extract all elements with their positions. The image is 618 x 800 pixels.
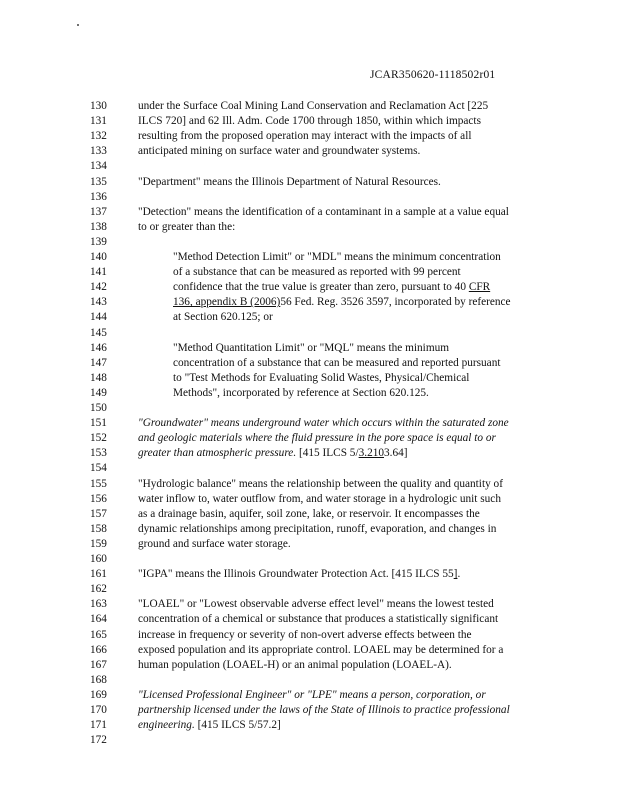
text-segment: 56 Fed. Reg. 3526 3597, incorporated by reference — [280, 296, 511, 309]
line-text — [173, 279, 490, 295]
document-line — [0, 385, 618, 401]
text-segment: exposed population and its appropriate control. LOAEL may be determined for a — [138, 643, 504, 656]
document-line — [0, 551, 618, 567]
text-segment: "Department" means the Illinois Department of Natural Resources. — [138, 175, 441, 188]
line-number: 172 — [90, 734, 107, 747]
line-text — [138, 113, 481, 129]
text-segment: to "Test Methods for Evaluating Solid Wastes, Physical/Chemical — [173, 371, 470, 384]
text-segment: anticipated mining on surface water and groundwater systems. — [138, 145, 421, 158]
line-number: 142 — [90, 281, 107, 294]
line-number: 130 — [90, 100, 107, 112]
line-number: 150 — [90, 402, 107, 414]
line-text — [138, 566, 460, 582]
text-segment: human population (LOAEL-H) or an animal population (LOAEL-A). — [138, 658, 452, 671]
document-line — [0, 415, 618, 431]
document-line — [0, 460, 618, 476]
document-line — [0, 400, 618, 416]
document-line — [0, 521, 618, 537]
text-segment: resulting from the proposed operation may interact with the impacts of all — [138, 130, 472, 143]
text-segment: of a substance that can be measured as reported with 99 percent — [173, 266, 461, 279]
line-text — [138, 476, 503, 492]
text-segment: ground and surface water storage. — [138, 537, 291, 550]
line-text — [173, 264, 461, 280]
document-line — [0, 702, 618, 718]
line-text — [138, 642, 503, 658]
document-line — [0, 581, 618, 597]
line-number: 140 — [90, 251, 107, 263]
text-segment: dynamic relationships among precipitation, runoff, evaporation, and changes in — [138, 522, 497, 535]
line-number: 147 — [90, 356, 107, 369]
line-text — [138, 219, 235, 235]
document-line — [0, 143, 618, 159]
line-number: 170 — [90, 704, 107, 716]
document-line — [0, 536, 618, 552]
text-segment: ] — [453, 568, 458, 581]
text-segment: partnership licensed under the laws of the State of Illinois to practice professional — [138, 704, 510, 716]
text-segment: [415 ILCS 5/ — [296, 447, 359, 460]
document-id: JCAR350620-1118502r01 — [370, 69, 496, 81]
line-text — [138, 445, 408, 461]
text-segment: 136, appendix B (2006) — [173, 296, 281, 309]
text-segment: "Groundwater" means underground water which occurs within the saturated zone — [138, 417, 509, 430]
document-line — [0, 309, 618, 325]
line-number: 137 — [90, 205, 107, 218]
document-line — [0, 355, 618, 371]
line-text — [138, 627, 472, 643]
line-number: 135 — [90, 175, 107, 188]
line-text — [138, 536, 291, 552]
document-line — [0, 113, 618, 129]
document-line — [0, 219, 618, 235]
line-text — [138, 143, 420, 159]
line-number: 171 — [90, 719, 107, 732]
line-text — [138, 687, 486, 703]
line-number: 163 — [90, 598, 107, 611]
text-segment: to or greater than the: — [138, 220, 236, 233]
line-number: 162 — [90, 583, 107, 596]
line-text — [138, 174, 441, 190]
line-text — [173, 385, 429, 401]
document-line — [0, 611, 618, 627]
document-line — [0, 264, 618, 280]
line-number: 157 — [90, 507, 107, 520]
line-text — [173, 309, 273, 325]
document-line — [0, 732, 618, 748]
line-number: 146 — [90, 341, 107, 354]
document-line — [0, 98, 618, 114]
line-text — [138, 611, 498, 627]
line-number: 159 — [90, 537, 107, 550]
document-line — [0, 506, 618, 522]
text-segment: "Method Quantitation Limit" or "MQL" means the minimum — [173, 341, 450, 354]
text-segment: "Method Detection Limit" or "MDL" means the minimum concentration — [173, 251, 501, 263]
line-number: 164 — [90, 613, 107, 626]
scan-speck — [77, 24, 79, 26]
line-number: 136 — [90, 190, 107, 203]
text-segment: engineering. — [138, 719, 195, 732]
document-line — [0, 189, 618, 205]
line-number: 151 — [90, 417, 107, 430]
document-line — [0, 566, 618, 582]
line-number: 132 — [90, 130, 107, 143]
document-line — [0, 717, 618, 733]
line-number: 144 — [90, 311, 107, 324]
text-segment: "Licensed Professional Engineer" or "LPE" means a person, corporation, or — [138, 688, 486, 701]
line-text — [138, 657, 452, 673]
line-number: 149 — [90, 386, 107, 399]
line-number: 143 — [90, 296, 107, 309]
document-line — [0, 672, 618, 688]
document-line — [0, 325, 618, 341]
text-segment: water inflow to, water outflow from, and water storage in a hydrologic unit such — [138, 492, 501, 505]
line-text — [138, 491, 501, 507]
line-number: 139 — [90, 235, 107, 248]
document-line — [0, 204, 618, 220]
line-text — [173, 249, 501, 265]
line-text — [138, 415, 509, 431]
text-segment: concentration of a chemical or substance that produces a statistically significant — [138, 613, 499, 626]
document-line — [0, 128, 618, 144]
line-text — [138, 521, 496, 537]
text-segment: . — [457, 568, 461, 581]
text-segment: [415 ILCS 5/57.2] — [194, 719, 281, 732]
line-text — [138, 702, 510, 718]
text-segment: ILCS 720] and 62 Ill. Adm. Code 1700 through 1850, within which impacts — [138, 115, 481, 128]
text-segment: at Section 620.125; or — [173, 311, 273, 324]
line-text — [173, 370, 469, 386]
document-line — [0, 174, 618, 190]
text-segment: increase in frequency or severity of non-overt adverse effects between the — [138, 628, 472, 641]
line-number: 152 — [90, 432, 107, 445]
text-segment: "Detection" means the identification of a contaminant in a sample at a value equal — [138, 205, 509, 218]
line-number: 160 — [90, 553, 107, 565]
document-line — [0, 430, 618, 446]
document-line — [0, 234, 618, 250]
line-number: 167 — [90, 658, 107, 671]
line-text — [138, 98, 488, 114]
line-text — [138, 204, 509, 220]
document-line — [0, 627, 618, 643]
line-text — [173, 340, 449, 356]
line-number: 153 — [90, 447, 107, 460]
text-segment: CFR — [468, 281, 491, 294]
text-segment: greater than atmospheric pressure. — [138, 447, 297, 460]
text-segment: and geologic materials where the fluid pressure in the pore space is equal to or — [138, 432, 496, 445]
document-line — [0, 596, 618, 612]
text-segment: "IGPA" means the Illinois Groundwater Protection Act. [415 ILCS 55 — [138, 568, 454, 581]
document-line — [0, 491, 618, 507]
text-segment: as a drainage basin, aquifer, soil zone, lake, or reservoir. It encompasses the — [138, 507, 480, 520]
line-text — [173, 355, 500, 371]
document-line — [0, 279, 618, 295]
line-number: 156 — [90, 492, 107, 505]
text-segment: Methods", incorporated by reference at Section 620.125. — [173, 386, 429, 399]
line-number: 141 — [90, 266, 107, 279]
text-segment: "Hydrologic balance" means the relationship between the quality and quantity of — [138, 477, 503, 490]
document-line — [0, 687, 618, 703]
document-line — [0, 445, 618, 461]
line-text — [138, 506, 480, 522]
line-number: 155 — [90, 477, 107, 490]
text-segment: 3.64] — [384, 447, 408, 460]
text-segment: concentration of a substance that can be measured and reported pursuant — [173, 356, 501, 369]
line-number: 133 — [90, 145, 107, 158]
line-text — [138, 128, 471, 144]
line-number: 148 — [90, 371, 107, 384]
line-number: 154 — [90, 462, 107, 475]
line-text — [138, 596, 494, 612]
document-line — [0, 294, 618, 310]
document-line — [0, 249, 618, 265]
text-segment: under the Surface Coal Mining Land Conservation and Reclamation Act [225 — [138, 100, 489, 112]
line-number: 161 — [90, 568, 107, 581]
line-number: 131 — [90, 115, 107, 128]
line-number: 145 — [90, 326, 107, 339]
text-segment: "LOAEL" or "Lowest observable adverse effect level" means the lowest tested — [138, 598, 494, 611]
line-number: 134 — [90, 160, 107, 173]
document-line — [0, 657, 618, 673]
line-text — [138, 430, 496, 446]
line-number: 169 — [90, 688, 107, 701]
line-number: 138 — [90, 220, 107, 233]
line-number: 166 — [90, 643, 107, 656]
line-text — [138, 717, 281, 733]
document-line — [0, 158, 618, 174]
document-line — [0, 370, 618, 386]
line-number: 158 — [90, 522, 107, 535]
text-segment: 3.210 — [358, 447, 385, 460]
line-number: 168 — [90, 673, 107, 686]
document-line — [0, 340, 618, 356]
line-number: 165 — [90, 628, 107, 641]
text-segment: confidence that the true value is greater than zero, pursuant to 40 — [173, 281, 469, 294]
document-line — [0, 476, 618, 492]
line-text — [173, 294, 511, 310]
document-line — [0, 642, 618, 658]
